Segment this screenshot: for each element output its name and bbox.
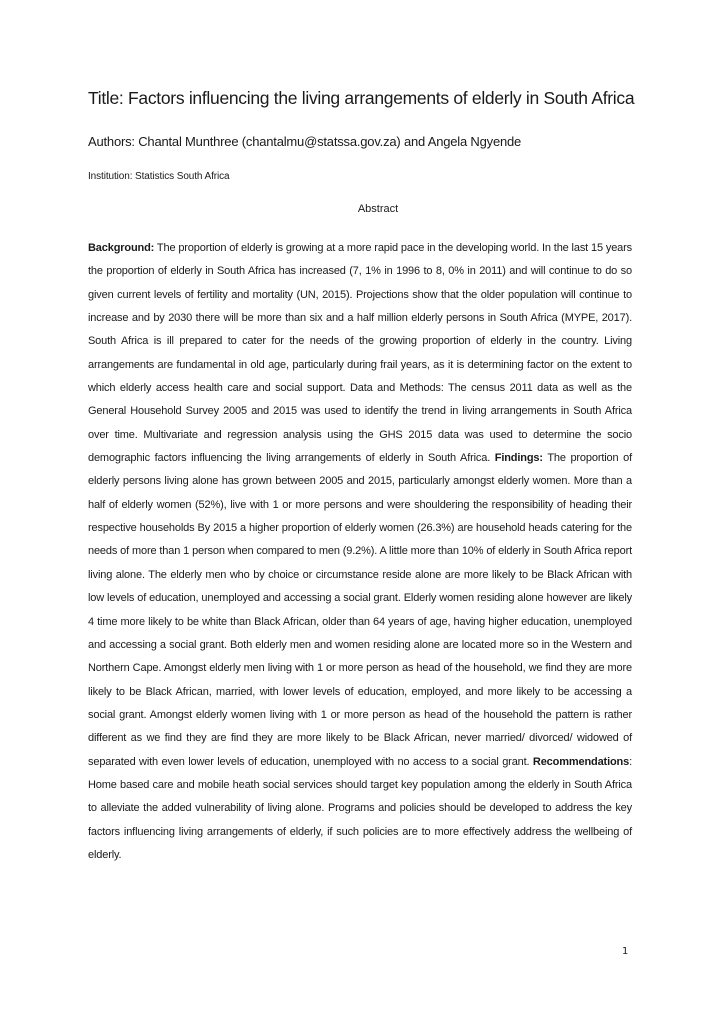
- background-text: The proportion of elderly is growing at a more rapid pace in the developing world. In the last 15 years the proportion of elderly in South Africa has increased (7, 1% in 1996 to 8, 0% in 2011) and will continue to do so given current levels of fertility and mortality (UN, 2015). Projections show that the older population will continue to increase and by 2030 there will be more than six and a half million elderly persons in South Africa (MYPE, 2017). South Africa is ill prepared to cater for the needs of the growing proportion of elderly in the country. Living arrangements are fundamental in old age, particularly during frail years, as it is determining factor on the extent to which elderly access health care and social support. Data and Methods: The census 2011 data as well as the General Household Survey 2005 and 2015 was used to identify the trend in living arrangements in South Africa over time. Multivariate and regression analysis using the GHS 2015 data was used to determine the socio demographic factors influencing the living arrangements of elderly in South Africa.: [88, 242, 632, 465]
- recommendations-text: : Home based care and mobile heath social services should target key population among the elderly in South Africa to alleviate the added vulnerability of living alone. Programs and policies should be developed to address the key factors influencing living arrangements of elderly, if such policies are to more effectively address the wellbeing of elderly.: [88, 755, 632, 861]
- authors-line: Authors: Chantal Munthree (chantalmu@statssa.gov.za) and Angela Ngyende: [88, 134, 522, 149]
- institution-line: Institution: Statistics South Africa: [88, 171, 230, 182]
- abstract-body: [88, 237, 632, 867]
- paper-title: Title: Factors influencing the living arrangements of elderly in South Africa: [88, 88, 635, 108]
- recommendations-label: Recommendations: [532, 755, 630, 768]
- abstract-heading: Abstract: [357, 203, 399, 215]
- findings-label: Findings:: [494, 452, 543, 465]
- background-label: Background:: [88, 242, 155, 254]
- page-number: 1: [622, 946, 629, 957]
- findings-text: The proportion of elderly persons living alone has grown between 2005 and 2015, particularly amongst elderly women. More than a half of elderly women (52%), live with 1 or more persons and were shouldering the responsibility of heading their respective households By 2015 a higher proportion of elderly women (26.3%) are household heads catering for the needs of more than 1 person when compared to men (9.2%). A little more than 10% of elderly in South Africa report living alone. The elderly men who by choice or circumstance reside alone are more likely to be Black African with low levels of education, unemployed and accessing a social grant. Elderly women residing alone however are likely 4 time more likely to be white than Black African, older than 64 years of age, having higher education, unemployed and accessing a social grant. Both elderly men and women residing alone are located more so in the Western and Northern Cape. Amongst elderly men living with 1 or more person as head of the household, we find they are more likely to be Black African, married, with lower levels of education, employed, and more likely to be accessing a social grant. Amongst elderly women living with 1 or more person as head of the household the pattern is rather different as we find they are find they are more likely to be Black African, never married/ divorced/ widowed of separated with even lower levels of education, unemployed with no access to a social grant.: [88, 452, 632, 768]
